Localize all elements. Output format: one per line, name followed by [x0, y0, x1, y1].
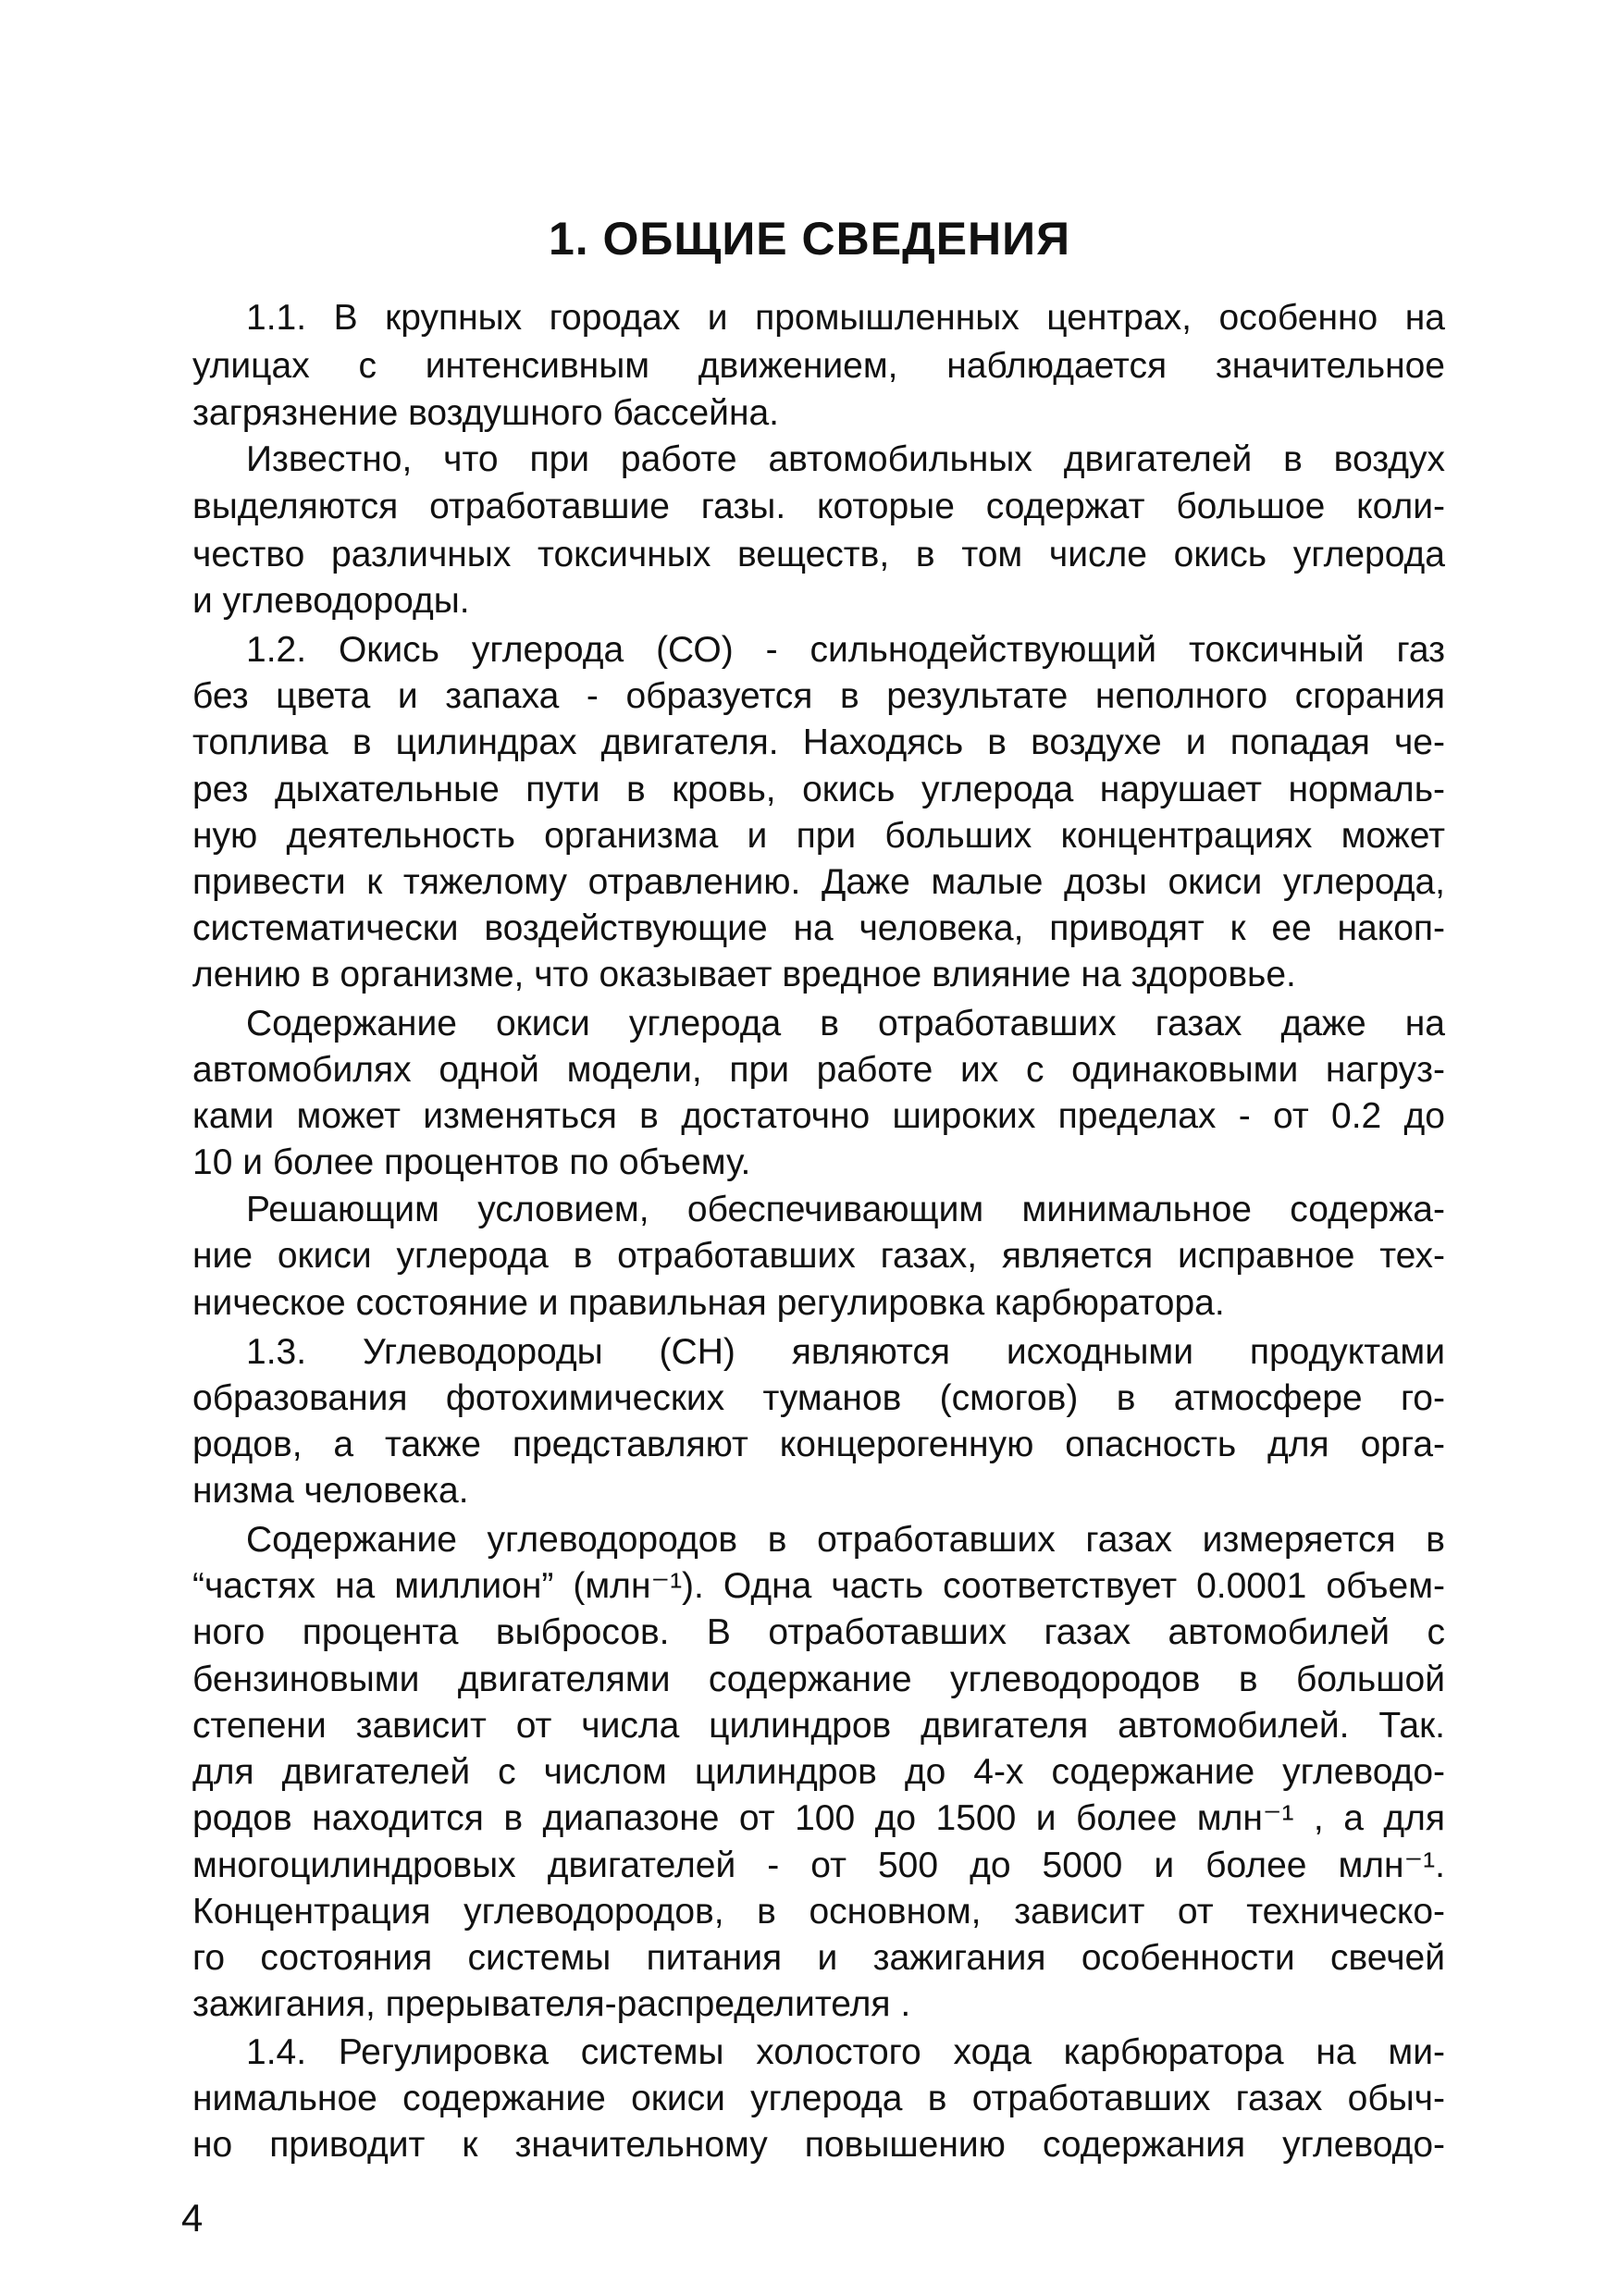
text-line: рез дыхательные пути в кровь, окись углерода нарушает нормаль- — [192, 770, 1445, 809]
text-line: низма человека. — [192, 1471, 469, 1511]
text-line: топлива в цилиндрах двигателя. Находясь в воздухе и попадая че- — [192, 722, 1445, 762]
text-line: ние окиси углерода в отработавших газах, является исправное тех- — [192, 1236, 1445, 1276]
text-line: но приводит к значительному повышению содержания углеводо- — [192, 2125, 1445, 2165]
text-line: родов, а также представляют концерогенную опасность для орга- — [192, 1425, 1445, 1464]
text-line: го состояния системы питания и зажигания особенности свечей — [192, 1938, 1445, 1978]
text-line: бензиновыми двигателями содержание углеводородов в большой — [192, 1660, 1445, 1699]
text-line: 1.4. Регулировка системы холостого хода карбюратора на ми- — [246, 2032, 1445, 2072]
text-line: загрязнение воздушного бассейна. — [192, 393, 780, 433]
section-title: 1. ОБЩИЕ СВЕДЕНИЯ — [548, 213, 1071, 265]
text-line: Содержание окиси углерода в отработавших газах даже на — [246, 1004, 1445, 1043]
text-line: систематически воздействующие на человека, приводят к ее накоп- — [192, 908, 1445, 948]
text-line: и углеводороды. — [192, 581, 470, 621]
text-line: ками может изменяться в достаточно широких пределах - от 0.2 до — [192, 1096, 1445, 1136]
text-line: автомобилях одной модели, при работе их с одинаковыми нагруз- — [192, 1050, 1445, 1090]
text-line: Содержание углеводородов в отработавших газах измеряется в — [246, 1520, 1445, 1560]
text-line: нимальное содержание окиси углерода в отработавших газах обыч- — [192, 2079, 1445, 2118]
text-line: выделяются отработавшие газы. которые содержат большое коли- — [192, 487, 1445, 526]
text-line: 1.3. Углеводороды (СН) являются исходными продуктами — [246, 1332, 1445, 1372]
text-line: для двигателей с числом цилиндров до 4-х содержание углеводо- — [192, 1752, 1445, 1792]
text-line: многоцилиндровых двигателей - от 500 до 5000 и более млн⁻¹. — [192, 1845, 1445, 1885]
text-line: ную деятельность организма и при больших концентрациях может — [192, 816, 1445, 856]
text-line: Решающим условием, обеспечивающим минимальное содержа- — [246, 1190, 1445, 1229]
text-line: зажигания, прерывателя-распределителя . — [192, 1984, 911, 2024]
text-line: “частях на миллион” (млн⁻¹). Одна часть соответствует 0.0001 объем- — [192, 1566, 1445, 1606]
text-line: чество различных токсичных веществ, в том числе окись углерода — [192, 535, 1445, 574]
text-line: ническое состояние и правильная регулировка карбюратора. — [192, 1283, 1225, 1323]
text-line: 1.2. Окись углерода (СО) - сильнодействующий токсичный газ — [246, 630, 1445, 670]
text-line: Известно, что при работе автомобильных двигателей в воздух — [246, 439, 1445, 479]
text-line: ного процента выбросов. В отработавших газах автомобилей с — [192, 1612, 1445, 1652]
page-number: 4 — [181, 2196, 204, 2240]
text-line: привести к тяжелому отравлению. Даже малые дозы окиси углерода, — [192, 862, 1445, 902]
text-line: Концентрация углеводородов, в основном, зависит от техническо- — [192, 1892, 1445, 1932]
text-line: родов находится в диапазоне от 100 до 1500 и более млн⁻¹ , а для — [192, 1798, 1445, 1838]
text-line: 10 и более процентов по объему. — [192, 1142, 751, 1182]
text-line: 1.1. В крупных городах и промышленных центрах, особенно на — [246, 298, 1445, 338]
text-line: лению в организме, что оказывает вредное влияние на здоровье. — [192, 955, 1296, 994]
text-line: степени зависит от числа цилиндров двигателя автомобилей. Так. — [192, 1706, 1445, 1746]
text-line: без цвета и запаха - образуется в результате неполного сгорания — [192, 676, 1445, 716]
text-line: улицах с интенсивным движением, наблюдается значительное — [192, 346, 1445, 386]
text-line: образования фотохимических туманов (смогов) в атмосфере го- — [192, 1378, 1445, 1418]
